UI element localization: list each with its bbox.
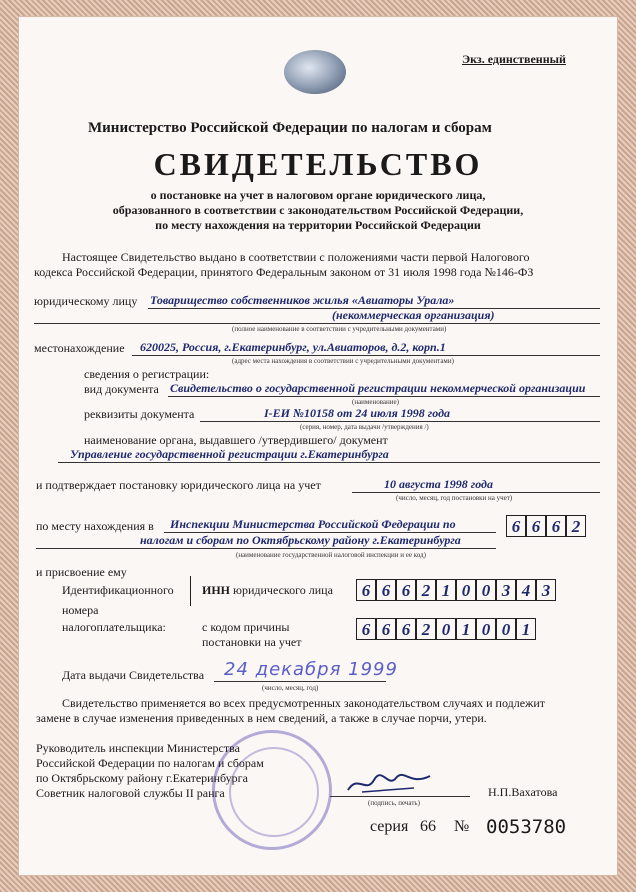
signer-line-3: по Октябрьскому району г.Екатеринбурга: [36, 771, 248, 785]
inn-digit: 4: [516, 579, 536, 601]
inn-label-text: юридического лица: [233, 583, 333, 597]
subtitle-line-1: о постановке на учет в налоговом органе юридического лица,: [150, 188, 486, 202]
subtitle-line-2: образованного в соответствии с законодательством Российской Федерации,: [112, 203, 524, 217]
confirm-label: и подтверждает постановку юридического лица на учет: [36, 478, 321, 492]
copy-note: Экз. единственный: [462, 52, 566, 66]
inn-digit: 3: [536, 579, 556, 601]
tin-divider: [190, 576, 191, 606]
kpp-digit: 6: [356, 618, 376, 640]
serial-no-label: №: [454, 818, 470, 835]
signer-name: Н.П.Вахатова: [488, 785, 558, 799]
doc-type-hint: (наименование): [352, 398, 399, 406]
signature-scribble-icon: [344, 768, 434, 798]
kpp-digit: 1: [456, 618, 476, 640]
issue-label: Дата выдачи Свидетельства: [62, 668, 205, 682]
doc-req-value: I-ЕИ №10158 от 24 июля 1998 года: [264, 406, 451, 420]
location-hint: (адрес места нахождения в соответствии с учредительными документами): [232, 357, 454, 365]
kpp-label-2: постановки на учет: [202, 635, 302, 649]
office-value-2: налогам и сборам по Октябрьскому району г.Екатеринбурга: [140, 533, 461, 547]
office-value-1: Инспекции Министерства Российской Федерации по: [170, 517, 456, 531]
location-line: [132, 355, 600, 356]
kpp-digit: 6: [396, 618, 416, 640]
signer-line-4: Советник налоговой службы II ранга: [36, 786, 225, 800]
inn-digit: 6: [396, 579, 416, 601]
location-value: 620025, Россия, г.Екатеринбург, ул.Авиаторов, д.2, корп.1: [140, 340, 446, 354]
office-hint: (наименование государственной налоговой инспекции и ее код): [236, 551, 426, 559]
confirm-date: 10 августа 1998 года: [384, 477, 494, 491]
confirm-line: [352, 492, 600, 493]
inn-digit: 0: [456, 579, 476, 601]
doc-type-value: Свидетельство о государственной регистрации некоммерческой организации: [170, 381, 586, 395]
kpp-digit: 2: [416, 618, 436, 640]
kpp-label-1: с кодом причины: [202, 620, 290, 634]
entity-hint: (полное наименование в соответствии с учредительными документами): [232, 325, 447, 333]
assign-label: и присвоение ему: [36, 565, 127, 579]
inn-digit: 6: [376, 579, 396, 601]
kpp-digit: 0: [496, 618, 516, 640]
tin-label-2: номера: [62, 603, 99, 617]
serial-number: 0053780: [486, 816, 567, 838]
kpp-digit: 6: [376, 618, 396, 640]
issue-line: [214, 681, 386, 682]
ministry-title: Министерство Российской Федерации по налогам и сборам: [88, 120, 492, 136]
kpp-digit: 0: [476, 618, 496, 640]
inn-digit: 3: [496, 579, 516, 601]
office-code-digit: 2: [566, 515, 586, 537]
hologram-seal-icon: [284, 50, 346, 94]
issue-hint: (число, месяц, год): [262, 684, 319, 692]
kpp-digit: 0: [436, 618, 456, 640]
inn-digit: 2: [416, 579, 436, 601]
inn-label: [202, 583, 333, 598]
office-code-digit: 6: [546, 515, 566, 537]
tin-label-1: Идентификационного: [62, 583, 174, 597]
note-line-1: Свидетельство применяется во всех предусмотренных законодательством случаях и подлежит: [62, 696, 545, 710]
office-code-digit: 6: [506, 515, 526, 537]
inn-bold: ИНН: [202, 583, 231, 597]
office-line-2: [36, 548, 496, 549]
inn-digit: 1: [436, 579, 456, 601]
signer-line-2: Российской Федерации по налогам и сборам: [36, 756, 264, 770]
signature-hint: (подпись, печать): [368, 799, 420, 807]
confirm-hint: (число, месяц, год постановки на учет): [396, 494, 513, 502]
doc-type-line: [168, 396, 600, 397]
office-label: по месту нахождения в: [36, 519, 154, 533]
serial-label: серия: [370, 818, 409, 835]
entity-line-2: [34, 323, 600, 324]
office-code-digit: 6: [526, 515, 546, 537]
authority-label: наименование органа, выдавшего /утвердившего/ документ: [84, 433, 388, 447]
authority-value: Управление государственной регистрации г.Екатеринбурга: [70, 447, 389, 461]
tin-label-3: налогоплательщика:: [62, 620, 166, 634]
location-label: местонахождение: [34, 341, 125, 355]
intro-line-1: Настоящее Свидетельство выдано в соответствии с положениями части первой Налогового: [62, 250, 530, 264]
kpp-digit: 1: [516, 618, 536, 640]
issue-date-value: 24 декабря 1999: [224, 659, 398, 680]
subtitle-line-3: по месту нахождения на территории Российской Федерации: [155, 218, 481, 232]
inn-digit: 6: [356, 579, 376, 601]
registration-label: сведения о регистрации:: [84, 367, 210, 381]
intro-line-2: кодекса Российской Федерации, принятого Федеральным законом от 31 июля 1998 года №146-ФЗ: [34, 265, 534, 279]
entity-label: юридическому лицу: [34, 294, 138, 308]
doc-type-label: вид документа: [84, 382, 159, 396]
inn-digit: 0: [476, 579, 496, 601]
doc-req-label: реквизиты документа: [84, 407, 195, 421]
doc-req-hint: (серия, номер, дата выдачи /утверждения /): [300, 423, 429, 431]
entity-name-2: (некоммерческая организация): [332, 308, 495, 322]
authority-line: [58, 462, 600, 463]
serial-series: 66: [420, 818, 436, 835]
note-line-2: замене в случае изменения приведенных в нем сведений, а также в случае порчи, утери.: [36, 711, 487, 725]
doc-req-line: [200, 421, 600, 422]
document-title: СВИДЕТЕЛЬСТВО: [153, 146, 483, 182]
signer-line-1: Руководитель инспекции Министерства: [36, 741, 240, 755]
entity-name-1: Товарищество собственников жилья «Авиаторы Урала»: [150, 293, 455, 307]
signature-line: [330, 796, 470, 797]
